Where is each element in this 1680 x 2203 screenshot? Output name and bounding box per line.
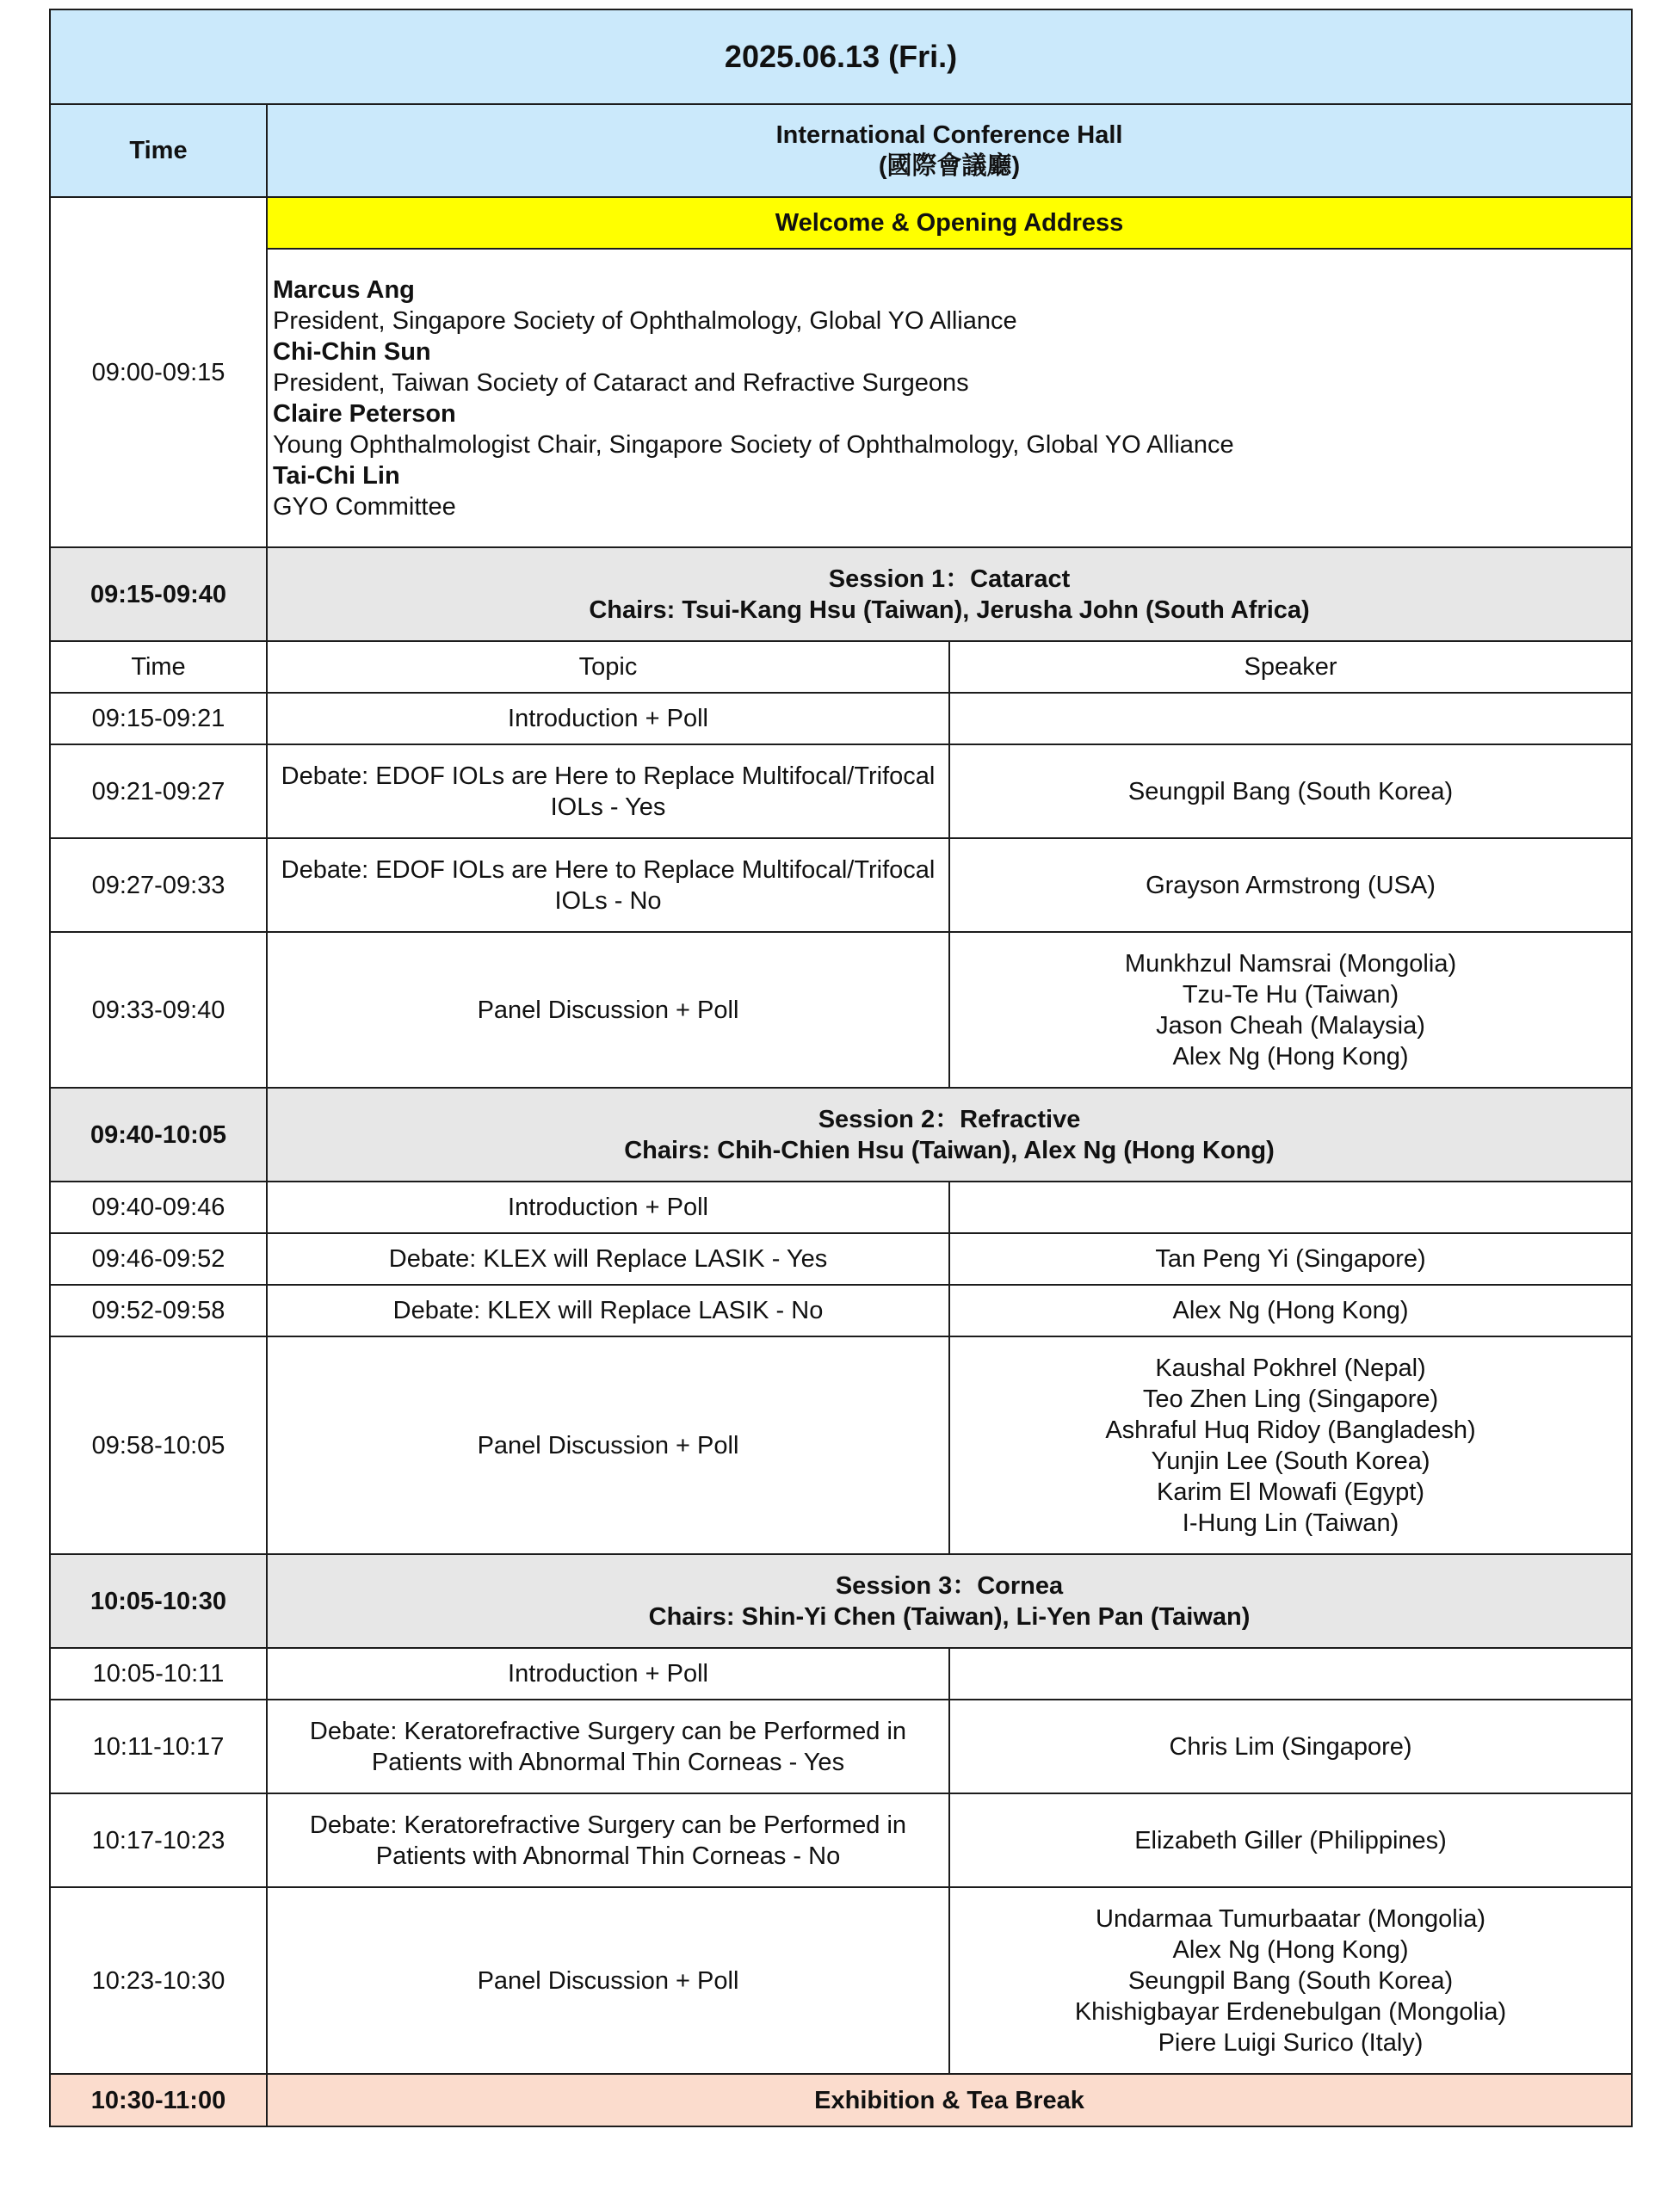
talk-speakers <box>949 838 1632 932</box>
speaker-name: Alex Ng (Hong Kong) <box>1172 1042 1409 1071</box>
topic-column-label: Topic <box>267 641 949 693</box>
opening-speaker-role: Young Ophthalmologist Chair, Singapore Society of Ophthalmology, Global YO Alliance <box>273 430 1234 459</box>
opening-time: 09:00-09:15 <box>50 197 267 547</box>
talk-row <box>50 1648 1632 1700</box>
talk-row <box>50 744 1632 838</box>
talk-topic-line: Panel Discussion + Poll <box>477 1431 739 1459</box>
talk-topic-line: Panel Discussion + Poll <box>477 1966 739 1995</box>
opening-speaker-role: President, Singapore Society of Ophthalmology, Global YO Alliance <box>273 306 1017 335</box>
talk-topic-line: Patients with Abnormal Thin Corneas - No <box>375 1842 841 1870</box>
opening-speaker-role: President, Taiwan Society of Cataract and Refractive Surgeons <box>273 368 969 397</box>
session-header <box>267 1554 1632 1648</box>
hall-name-zh: (國際會議廳) <box>878 152 1021 180</box>
talk-topic-line: Patients with Abnormal Thin Corneas - Yes <box>371 1748 845 1776</box>
opening-speaker-name: Chi-Chin Sun <box>273 337 431 366</box>
break-time: 10:30-11:00 <box>50 2074 267 2126</box>
speaker-name: Karim El Mowafi (Egypt) <box>1157 1478 1425 1506</box>
talk-topic <box>267 1285 949 1336</box>
hall-row <box>50 104 1632 197</box>
talk-time: 09:27-09:33 <box>50 838 267 932</box>
speaker-name: Alex Ng (Hong Kong) <box>1172 1297 1409 1324</box>
speaker-name: Tan Peng Yi (Singapore) <box>1155 1245 1426 1273</box>
talk-time: 09:40-09:46 <box>50 1182 267 1233</box>
talk-time: 09:15-09:21 <box>50 693 267 744</box>
speaker-name: Kaushal Pokhrel (Nepal) <box>1155 1354 1426 1382</box>
time-column-label: Time <box>50 641 267 693</box>
talk-time: 10:23-10:30 <box>50 1887 267 2074</box>
opening-speaker-name: Claire Peterson <box>273 399 456 428</box>
date-row <box>50 9 1632 104</box>
talk-row <box>50 1700 1632 1793</box>
talk-topic-line: Debate: KLEX will Replace LASIK - Yes <box>388 1245 828 1273</box>
talk-time: 09:46-09:52 <box>50 1233 267 1285</box>
speaker-name: I-Hung Lin (Taiwan) <box>1182 1509 1399 1537</box>
talk-time: 10:11-10:17 <box>50 1700 267 1793</box>
talk-topic-line: Debate: KLEX will Replace LASIK - No <box>392 1297 824 1324</box>
talk-topic <box>267 1887 949 2074</box>
hall-header <box>267 104 1632 197</box>
hall-name: International Conference Hall <box>775 121 1123 149</box>
session-header-row <box>50 1088 1632 1182</box>
session-header <box>267 547 1632 641</box>
session-chairs: Chairs: Shin-Yi Chen (Taiwan), Li-Yen Pan (Taiwan) <box>648 1602 1251 1631</box>
talk-topic-line: Introduction + Poll <box>508 1194 708 1221</box>
talk-topic-line: Debate: EDOF IOLs are Here to Replace Multifocal/Trifocal <box>281 855 936 884</box>
talk-row <box>50 932 1632 1088</box>
speaker-name: Elizabeth Giller (Philippines) <box>1134 1826 1447 1854</box>
talk-row <box>50 1233 1632 1285</box>
session-time: 09:40-10:05 <box>50 1088 267 1182</box>
opening-speakers <box>267 249 1632 547</box>
speaker-name: Yunjin Lee (South Korea) <box>1151 1447 1430 1475</box>
opening-speaker-name: Tai-Chi Lin <box>273 461 400 490</box>
speaker-name: Alex Ng (Hong Kong) <box>1172 1935 1409 1964</box>
talk-topic <box>267 932 949 1088</box>
opening-speaker-role: GYO Committee <box>273 492 456 521</box>
session-title: Session 2：Refractive <box>818 1105 1081 1133</box>
speaker-name: Undarmaa Tumurbaatar (Mongolia) <box>1096 1904 1485 1933</box>
talk-row <box>50 838 1632 932</box>
talk-topic-line: Debate: EDOF IOLs are Here to Replace Multifocal/Trifocal <box>281 762 936 790</box>
speaker-name: Tzu-Te Hu (Taiwan) <box>1182 980 1399 1009</box>
talk-time: 10:17-10:23 <box>50 1793 267 1887</box>
talk-topic-line: IOLs - Yes <box>550 793 666 821</box>
talk-speakers <box>949 1887 1632 2074</box>
speaker-name: Munkhzul Namsrai (Mongolia) <box>1124 949 1457 978</box>
session-time: 10:05-10:30 <box>50 1554 267 1648</box>
opening-title-row <box>50 197 1632 249</box>
opening-title: Welcome & Opening Address <box>267 197 1632 249</box>
talk-speakers <box>949 1233 1632 1285</box>
speaker-name: Teo Zhen Ling (Singapore) <box>1142 1385 1439 1413</box>
talk-time: 09:58-10:05 <box>50 1336 267 1554</box>
talk-topic-line: Introduction + Poll <box>508 1660 708 1688</box>
talk-speakers <box>949 693 1632 744</box>
talk-topic <box>267 1648 949 1700</box>
session-chairs: Chairs: Tsui-Kang Hsu (Taiwan), Jerusha John (South Africa) <box>589 595 1310 624</box>
talk-topic-line: Panel Discussion + Poll <box>477 996 739 1024</box>
session-time: 09:15-09:40 <box>50 547 267 641</box>
talk-topic <box>267 1793 949 1887</box>
session-title: Session 1：Cataract <box>828 565 1071 593</box>
time-column-header: Time <box>50 104 267 197</box>
column-header-row <box>50 641 1632 693</box>
speaker-name: Khishigbayar Erdenebulgan (Mongolia) <box>1074 1997 1507 2026</box>
talk-topic <box>267 1700 949 1793</box>
speaker-name: Piere Luigi Surico (Italy) <box>1158 2028 1424 2057</box>
talk-row <box>50 693 1632 744</box>
talk-topic <box>267 744 949 838</box>
talk-speakers <box>949 1336 1632 1554</box>
talk-time: 09:33-09:40 <box>50 932 267 1088</box>
talk-topic <box>267 838 949 932</box>
talk-topic-line: Introduction + Poll <box>508 705 708 732</box>
talk-row <box>50 1887 1632 2074</box>
talk-speakers <box>949 932 1632 1088</box>
talk-topic-line: Debate: Keratorefractive Surgery can be Performed in <box>309 1811 907 1839</box>
talk-row <box>50 1285 1632 1336</box>
speaker-name: Seungpil Bang (South Korea) <box>1127 777 1454 805</box>
break-row <box>50 2074 1632 2126</box>
talk-speakers <box>949 1648 1632 1700</box>
speaker-name: Chris Lim (Singapore) <box>1169 1732 1412 1761</box>
talk-speakers <box>949 1285 1632 1336</box>
talk-speakers <box>949 1793 1632 1887</box>
speaker-column-label: Speaker <box>949 641 1632 693</box>
talk-topic <box>267 1182 949 1233</box>
talk-row <box>50 1182 1632 1233</box>
talk-row <box>50 1336 1632 1554</box>
talk-time: 10:05-10:11 <box>50 1648 267 1700</box>
talk-speakers <box>949 744 1632 838</box>
session-header-row <box>50 547 1632 641</box>
talk-topic-line: Debate: Keratorefractive Surgery can be Performed in <box>309 1717 907 1745</box>
opening-speakers-row <box>50 249 1632 547</box>
opening-speaker-name: Marcus Ang <box>273 275 415 304</box>
talk-time: 09:52-09:58 <box>50 1285 267 1336</box>
talk-time: 09:21-09:27 <box>50 744 267 838</box>
session-chairs: Chairs: Chih-Chien Hsu (Taiwan), Alex Ng (Hong Kong) <box>624 1136 1275 1164</box>
speaker-name: Ashraful Huq Ridoy (Bangladesh) <box>1105 1416 1476 1444</box>
session-title: Session 3：Cornea <box>835 1571 1064 1600</box>
program-schedule-table <box>49 9 1633 2127</box>
talk-topic-line: IOLs - No <box>554 886 662 915</box>
date-heading: 2025.06.13 (Fri.) <box>50 9 1632 104</box>
talk-topic <box>267 1233 949 1285</box>
session-header-row <box>50 1554 1632 1648</box>
speaker-name: Seungpil Bang (South Korea) <box>1127 1966 1454 1995</box>
talk-row <box>50 1793 1632 1887</box>
break-title: Exhibition & Tea Break <box>267 2074 1632 2126</box>
session-header <box>267 1088 1632 1182</box>
talk-topic <box>267 693 949 744</box>
talk-speakers <box>949 1182 1632 1233</box>
talk-topic <box>267 1336 949 1554</box>
speaker-name: Grayson Armstrong (USA) <box>1146 871 1436 899</box>
speaker-name: Jason Cheah (Malaysia) <box>1156 1011 1425 1040</box>
talk-speakers <box>949 1700 1632 1793</box>
